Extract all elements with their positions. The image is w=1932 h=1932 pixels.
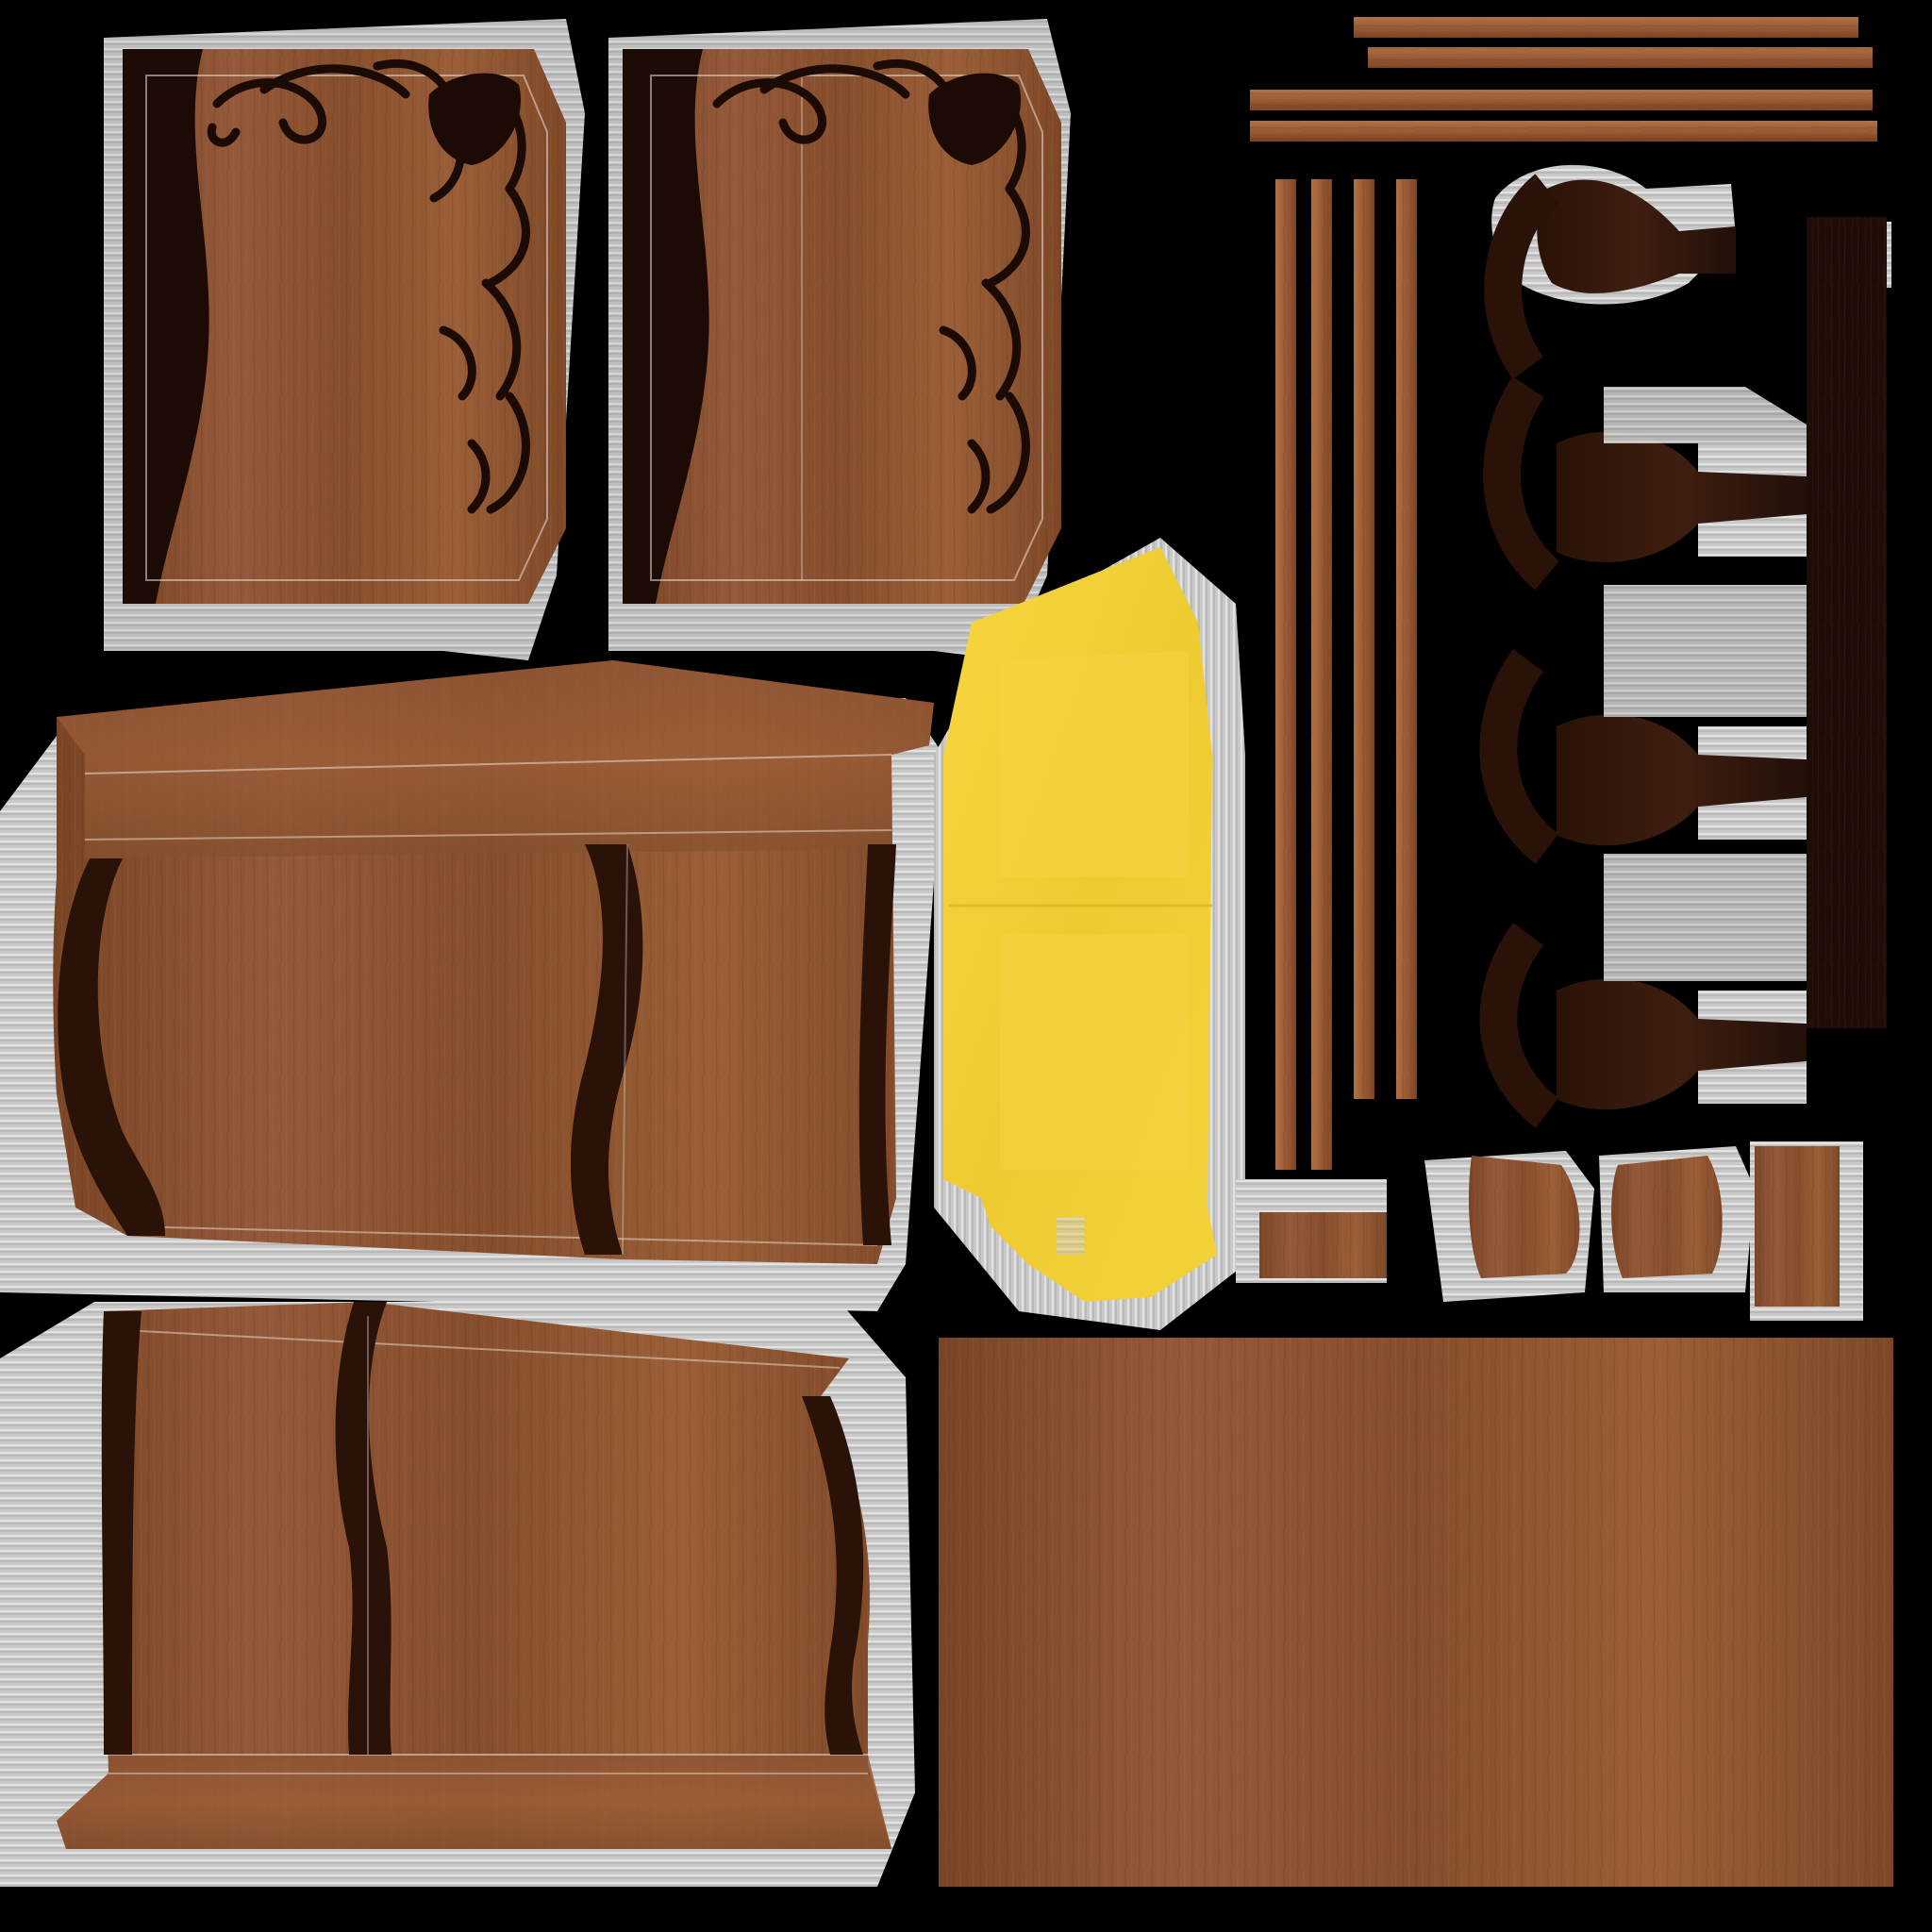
small-block: [1599, 1146, 1755, 1292]
door-panel-left: [104, 19, 585, 660]
small-block: [1750, 1141, 1863, 1321]
bottom-rim: [57, 1755, 891, 1849]
top-board: [939, 1338, 1893, 1887]
cushion-strip: [934, 538, 1245, 1330]
small-block: [1236, 1179, 1387, 1283]
small-block: [1424, 1151, 1594, 1302]
side-panel-upper: [0, 660, 943, 1311]
door-panel-right: [608, 19, 1071, 660]
side-panel-lower: [0, 1302, 915, 1887]
